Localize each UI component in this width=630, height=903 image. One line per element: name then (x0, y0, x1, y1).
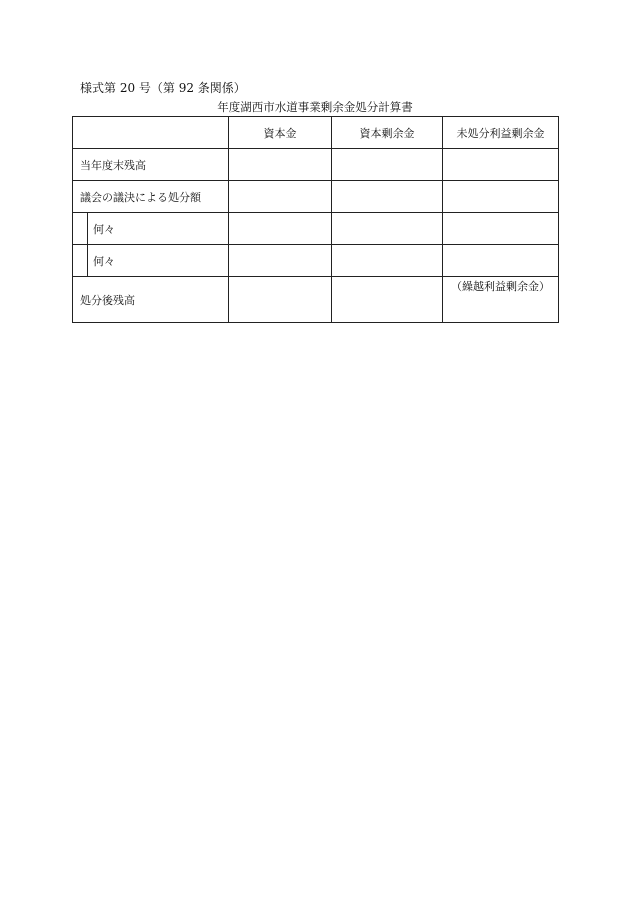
row-label-current-balance: 当年度末残高 (73, 149, 229, 181)
header-blank-cell (73, 117, 229, 149)
cell-disposal-capital-surplus (332, 181, 443, 213)
document-title: 年度湖西市水道事業剰余金処分計算書 (217, 100, 413, 114)
column-header-unappropriated-earnings: 未処分利益剰余金 (443, 117, 559, 149)
table-header-row (73, 117, 559, 149)
column-header-capital: 資本金 (229, 117, 332, 149)
table-row (73, 181, 559, 213)
cell-current-capital (229, 149, 332, 181)
cell-after-capital-surplus (332, 277, 443, 323)
row-label-item-2: 何々 (88, 245, 229, 277)
cell-current-capital-surplus (332, 149, 443, 181)
indent-cell (73, 213, 88, 245)
cell-after-unappropriated-note: （繰越利益剰余金） (443, 277, 559, 323)
cell-current-unappropriated (443, 149, 559, 181)
row-label-item-1: 何々 (88, 213, 229, 245)
cell-disposal-unappropriated (443, 181, 559, 213)
table-row (73, 245, 559, 277)
cell-after-capital (229, 277, 332, 323)
cell-item1-unappropriated (443, 213, 559, 245)
row-label-council-disposal: 議会の議決による処分額 (73, 181, 229, 213)
cell-disposal-capital (229, 181, 332, 213)
table-row (73, 277, 559, 323)
cell-item2-unappropriated (443, 245, 559, 277)
column-header-capital-surplus: 資本剰余金 (332, 117, 443, 149)
table-row (73, 213, 559, 245)
cell-item2-capital-surplus (332, 245, 443, 277)
row-label-after-disposal: 処分後残高 (73, 277, 229, 323)
cell-item1-capital (229, 213, 332, 245)
surplus-disposal-table (72, 116, 559, 323)
form-number-label: 様式第 20 号（第 92 条関係） (80, 81, 246, 95)
cell-item2-capital (229, 245, 332, 277)
table-row (73, 149, 559, 181)
cell-item1-capital-surplus (332, 213, 443, 245)
indent-cell (73, 245, 88, 277)
